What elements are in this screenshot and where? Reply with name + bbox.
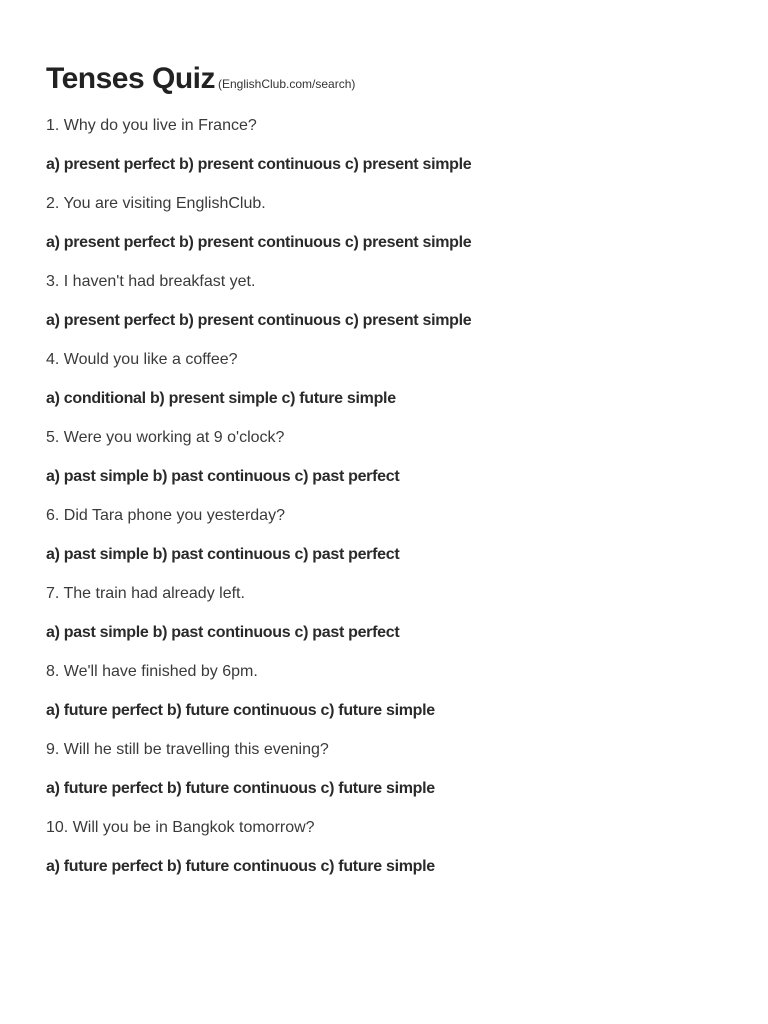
- answer-options: a) present perfect b) present continuous c) present simple: [46, 156, 472, 173]
- question-item: [46, 194, 746, 252]
- question-item: [46, 350, 746, 408]
- question-item: [46, 506, 746, 564]
- question-item: [46, 740, 746, 798]
- question-text: 9. Will he still be travelling this evening?: [46, 741, 329, 758]
- question-item: [46, 818, 746, 876]
- question-text: 10. Will you be in Bangkok tomorrow?: [46, 819, 315, 836]
- answer-options: a) future perfect b) future continuous c) future simple: [46, 858, 435, 875]
- title-row: [46, 62, 746, 96]
- question-list: [46, 116, 746, 876]
- answer-options: a) future perfect b) future continuous c) future simple: [46, 702, 435, 719]
- question-text: 3. I haven't had breakfast yet.: [46, 273, 256, 290]
- answer-options: a) present perfect b) present continuous c) present simple: [46, 312, 472, 329]
- source-note: (EnglishClub.com/search): [218, 77, 356, 91]
- question-text: 8. We'll have finished by 6pm.: [46, 663, 258, 680]
- question-item: [46, 584, 746, 642]
- question-text: 7. The train had already left.: [46, 585, 245, 602]
- page-title: Tenses Quiz: [46, 62, 215, 95]
- quiz-document: [46, 62, 746, 896]
- answer-options: a) conditional b) present simple c) future simple: [46, 390, 396, 407]
- question-item: [46, 272, 746, 330]
- question-text: 5. Were you working at 9 o'clock?: [46, 429, 285, 446]
- question-text: 6. Did Tara phone you yesterday?: [46, 507, 285, 524]
- question-item: [46, 428, 746, 486]
- answer-options: a) past simple b) past continuous c) past perfect: [46, 468, 400, 485]
- question-text: 1. Why do you live in France?: [46, 117, 257, 134]
- answer-options: a) present perfect b) present continuous c) present simple: [46, 234, 472, 251]
- question-item: [46, 662, 746, 720]
- question-item: [46, 116, 746, 174]
- question-text: 4. Would you like a coffee?: [46, 351, 238, 368]
- question-text: 2. You are visiting EnglishClub.: [46, 195, 266, 212]
- answer-options: a) future perfect b) future continuous c) future simple: [46, 780, 435, 797]
- answer-options: a) past simple b) past continuous c) past perfect: [46, 624, 400, 641]
- answer-options: a) past simple b) past continuous c) past perfect: [46, 546, 400, 563]
